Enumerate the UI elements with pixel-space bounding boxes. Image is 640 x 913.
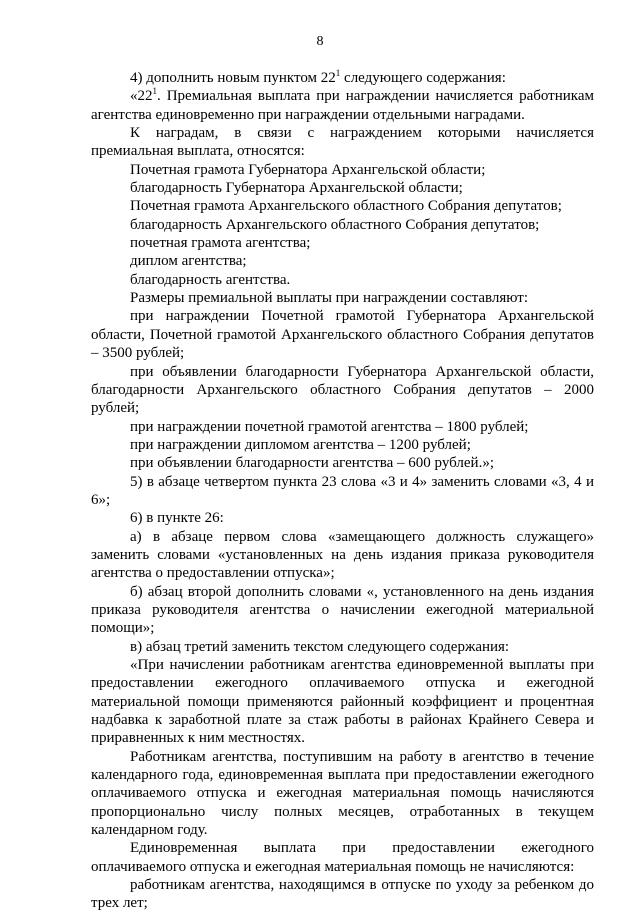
list-item-amount: при награждении дипломом агентства – 1200 рублей; [130,436,471,453]
paragraph: Работникам агентства, поступившим на работу в агентство в течение календарного года, единовременная выплата при предоставлении ежегодного оплачиваемого отпуска и ежегодная материальная помощь начисляются пропорционально числу полных месяцев, отработанных в текущем календарном году. [91,748,594,839]
paragraph: «При начислении работникам агентства единовременной выплаты при предоставлении ежегодного оплачиваемого отпуска и ежегодной материальной помощи применяются районный коэффициент и процентная надбавка к заработной плате за стаж работы в районах Крайнего Севера и приравненных к ним местностях. [91,657,594,747]
superscript: 1 [335,68,341,78]
text-fragment: . Премиальная выплата при награждении начисляется работникам агентства единовременно при награждении отдельными наградами. [91,88,594,123]
list-item-amount: при награждении Почетной грамотой Губернатора Архангельской области, Почетной грамотой Архангельского областного Собрания депутатов – 3500 рублей; [91,308,594,362]
list-item-award: благодарность агентства. [130,271,291,288]
list-item-award: Почетная грамота Архангельского областного Собрания депутатов; [130,198,562,215]
list-item-award: Почетная грамота Губернатора Архангельской области; [130,161,486,178]
paragraph-point-22-1 [91,87,594,124]
text-fragment: 4) дополнить новым пунктом 22 [130,70,336,86]
list-item-award: диплом агентства; [130,253,247,270]
subitem-a: а) в абзаце первом слова «замещающего должность служащего» заменить словами «установленных на день издания приказа руководителя агентства о предоставлении отпуска»; [91,528,594,582]
subitem-v: в) абзац третий заменить текстом следующего содержания: [130,638,510,655]
list-item-amount: при награждении почетной грамотой агентства – 1800 рублей; [130,418,529,435]
paragraph: К наградам, в связи с награждением которыми начисляется премиальная выплата, относятся: [91,125,594,160]
list-item-award: благодарность Губернатора Архангельской области; [130,180,463,197]
text-fragment: следующего содержания: [340,70,506,86]
paragraph-item-6: 6) в пункте 26: [130,510,224,527]
paragraph: работникам агентства, находящимся в отпуске по уходу за ребенком до трех лет; [91,877,594,912]
paragraph-item-4 [91,69,594,87]
subitem-b: б) абзац второй дополнить словами «, установленного на день издания приказа руководителя агентства о начислении ежегодной материальной помощи»; [91,583,594,637]
text-fragment: «22 [130,88,153,105]
list-item-award: почетная грамота агентства; [130,235,311,252]
superscript: 1 [152,86,157,97]
document-body [91,69,594,913]
paragraph: Размеры премиальной выплаты при награждении составляют: [130,290,529,307]
paragraph: Единовременная выплата при предоставлении ежегодного оплачиваемого отпуска и ежегодная материальная помощь не начисляются: [91,840,594,875]
list-item-award: благодарность Архангельского областного Собрания депутатов; [130,216,540,233]
paragraph-item-5: 5) в абзаце четвертом пункта 23 слова «3 и 4» заменить словами «3, 4 и 6»; [91,473,594,508]
page-number: 8 [316,34,324,49]
list-item-amount: при объявлении благодарности Губернатора Архангельской области, благодарности Архангельского областного Собрания депутатов – 2000 рублей; [91,363,594,417]
list-item-amount: при объявлении благодарности агентства – 600 рублей.»; [130,455,494,472]
